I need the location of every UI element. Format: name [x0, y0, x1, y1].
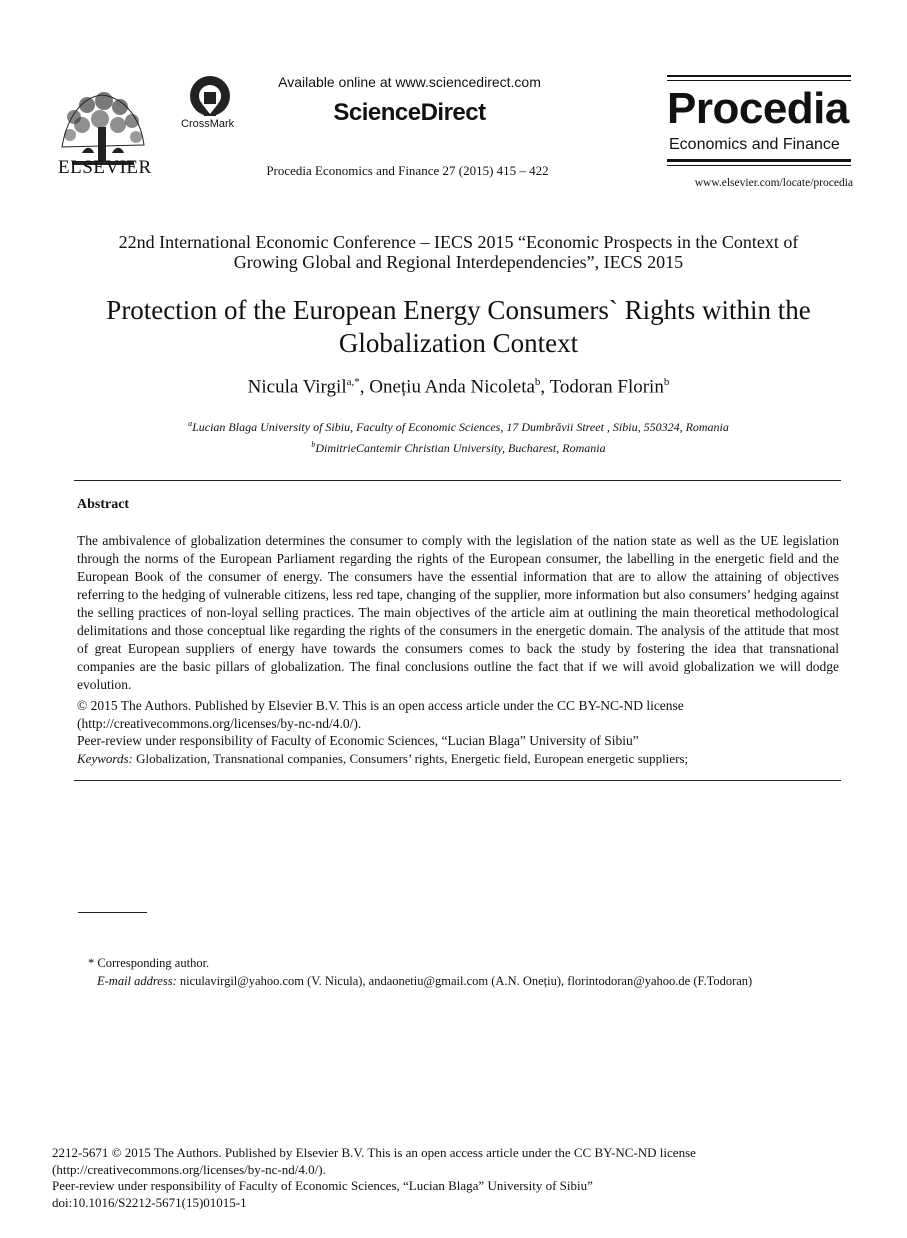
author-list [60, 376, 857, 398]
author-separator: , [359, 376, 370, 398]
copyright-notice [77, 697, 839, 733]
doi[interactable]: doi:10.1016/S2212-5671(15)01015-1 [52, 1194, 247, 1210]
title-line-1: Protection of the European Energy Consumers` Rights within the [106, 295, 811, 325]
procedia-subtitle: Economics and Finance [669, 136, 840, 153]
affil-mark: b [311, 440, 316, 449]
conference-name [60, 232, 857, 272]
elsevier-wordmark: ELSEVIER [58, 157, 152, 178]
journal-reference: Procedia Economics and Finance 27 (2015) 415 – 422 [266, 163, 549, 178]
procedia-logo: Procedia [667, 84, 849, 133]
footnote-rule [78, 912, 147, 913]
affiliations [60, 415, 857, 457]
procedia-rule [667, 75, 851, 77]
peer-review-notice: Peer-review under responsibility of Faculty of Economic Sciences, “Lucian Blaga” University of Sibiu” [77, 733, 639, 748]
issn-copyright: 2212-5671 © 2015 The Authors. Published by Elsevier B.V. This is an open access article under the CC BY-NC-ND license [52, 1145, 696, 1160]
conference-line-1: 22nd International Economic Conference – IECS 2015 “Economic Prospects in the Context of [118, 232, 799, 252]
copyright-line: © 2015 The Authors. Published by Elsevier B.V. This is an open access article under the CC BY-NC-ND license [77, 698, 684, 713]
corresponding-author: * Corresponding author. [88, 956, 210, 970]
keywords [77, 750, 839, 768]
license-link[interactable]: (http://creativecommons.org/licenses/by-nc-nd/4.0/). [77, 716, 362, 731]
abstract-top-rule [74, 480, 841, 481]
abstract-heading: Abstract [77, 497, 130, 512]
conference-line-2: Growing Global and Regional Interdependencies”, IECS 2015 [233, 252, 684, 272]
email-addresses[interactable]: niculavirgil@yahoo.com (V. Nicula), andaonetiu@gmail.com (A.N. Onețiu), florintodoran@yahoo.de (F.Todoran) [176, 974, 753, 988]
procedia-url-link[interactable]: www.elsevier.com/locate/procedia [694, 177, 853, 189]
procedia-rule [667, 159, 851, 162]
author-affil-mark: b [534, 376, 541, 388]
author-name: Onețiu Anda Nicoleta [369, 376, 535, 398]
affiliation-b [60, 436, 857, 457]
keywords-label: Keywords: [77, 751, 133, 766]
footnote [88, 954, 848, 990]
procedia-rule [667, 80, 851, 81]
author-separator: , [540, 376, 550, 398]
abstract-bottom-rule [74, 780, 841, 781]
affil-text: Lucian Blaga University of Sibiu, Faculty of Economic Sciences, 17 Dumbrăvii Street , Sibiu, 550324, Romania [192, 420, 729, 434]
bottom-license-link[interactable]: (http://creativecommons.org/licenses/by-nc-nd/4.0/). [52, 1161, 326, 1177]
title-line-2: Globalization Context [338, 328, 579, 358]
available-online-link[interactable]: Available online at www.sciencedirect.com [278, 74, 541, 90]
bottom-peer-review: Peer-review under responsibility of Faculty of Economic Sciences, “Lucian Blaga” University of Sibiu” [52, 1178, 593, 1193]
author-affil-mark: b [663, 376, 670, 388]
keywords-text: Globalization, Transnational companies, Consumers’ rights, Energetic field, European energetic suppliers; [132, 751, 689, 766]
affil-text: DimitrieCantemir Christian University, Bucharest, Romania [315, 441, 606, 455]
author-name: Todoran Florin [549, 376, 664, 398]
email-label: E-mail address: [97, 974, 177, 988]
affil-mark: a [188, 419, 193, 428]
sciencedirect-logo[interactable]: ScienceDirect [333, 99, 486, 126]
crossmark-label: CrossMark [181, 118, 235, 130]
affiliation-a [60, 415, 857, 436]
procedia-rule [667, 165, 851, 166]
paper-title [60, 294, 857, 360]
abstract-body: The ambivalence of globalization determines the consumer to comply with the legislation of the nation state as well as the UE legislation through the norms of the European Parliament regarding the rights of the European consumer, the labelling in the energetic field and the European Book of the consumer of energy. The consumers have the essential information that are to allow the attaining of objectives referring to the hedging of vulnerable citizens, less red tape, changing of the supplier, more information but also consumers’ hedging against the selling practices of non-loyal selling practices. The main objectives of the article aim at outlining the main theoretical methodological delimitations and those conceptual like regarding the rights of the consumers in the energetic domain. The analysis of the attitude that most of great European suppliers of energy have towards the consumers comes to back the study by fostering the idea that transnational companies are the basic pillars of globalization. The final conclusions outline the fact that if we will avoid globalization we will dodge evolution. [77, 533, 839, 692]
author-name: Nicula Virgil [247, 376, 347, 398]
author-affil-mark: a,* [346, 376, 360, 388]
bottom-notice [52, 1145, 852, 1211]
